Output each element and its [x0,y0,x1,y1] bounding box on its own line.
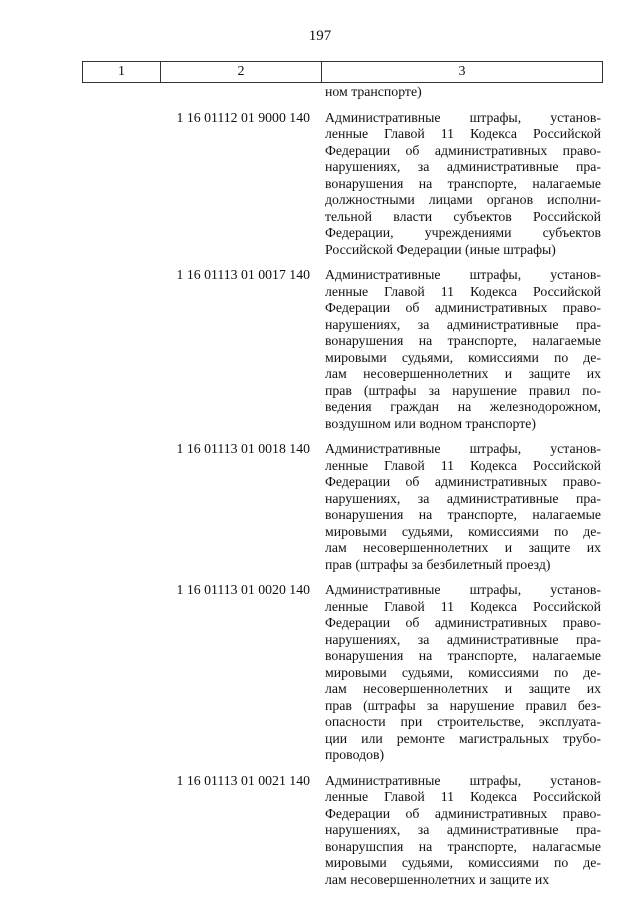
budget-code [82,84,314,101]
budget-code: 1 16 01113 01 0017 140 [176,267,310,282]
income-description [325,84,601,101]
description-line: должностными лицами органов исполни- [325,192,601,207]
description-line: прав (штрафы за нарушение правил без- [325,697,601,713]
header-col-2: 2 [161,62,322,83]
description-line: ции или ремонте магистральных трубо- [325,730,601,746]
description-line: Административные штрафы, установ- [325,441,601,456]
page-number: 197 [308,28,332,44]
table-row [82,773,601,889]
description-line: ленные Главой 11 Кодекса Российской [325,126,601,141]
description-line: нарушениях, за административные пра- [325,490,601,506]
description-line: лам несовершеннолетних и защите их [325,681,601,696]
description-line: Административные штрафы, установ- [325,772,601,788]
income-description [325,110,601,259]
description-line: вонарушения на транспорте, налагаемые [325,175,601,191]
description-line: мировыми судьями, комиссиями по де- [325,349,601,365]
description-line: ведения граждан на железнодорожном, [325,399,601,414]
description-line: вонарушения на транспорте, налагаемые [325,333,601,348]
description-line: воздушном или водном транспорте) [325,415,536,431]
table-header [82,61,603,83]
description-line: лам несовершеннолетних и защите их [325,871,550,887]
description-line: Федерации, учреждениями субъектов [325,225,601,240]
description-line: Административные штрафы, установ- [325,582,601,597]
header-col-1: 1 [83,62,161,83]
description-line: вонарушспия на транспорте, налагасмые [325,838,601,854]
continuation-row [82,84,601,101]
description-line: Российской Федерации (иные штрафы) [325,241,556,257]
budget-code: 1 16 01113 01 0018 140 [176,441,310,456]
description-line: нарушениях, за административные пра- [325,316,601,332]
description-line: Федерации об административных право- [325,615,601,630]
description-line: нарушениях, за административные пра- [325,822,601,837]
description-line: прав (штрафы за безбилетный проезд) [325,556,551,572]
description-line: Административные штрафы, установ- [325,109,601,125]
income-description [325,441,601,573]
description-line: прав (штрафы за нарушение правил по- [325,382,601,398]
description-line: ном транспорте) [325,84,422,99]
description-line: опасности при строительстве, эксплуата- [325,714,601,729]
header-col-3: 3 [322,62,603,83]
description-line: тельной власти субъектов Российской [325,208,601,224]
description-line: ленные Главой 11 Кодекса Российской [325,457,601,473]
budget-code: 1 16 01113 01 0020 140 [176,582,310,597]
description-line: ленные Главой 11 Кодекса Российской [325,283,601,299]
description-line: вонарушения на транспорте, налагаемые [325,648,601,663]
description-line: лам несовершеннолетних и защите их [325,366,601,381]
description-line: Федерации об административных право- [325,474,601,489]
description-line: ленные Главой 11 Кодекса Российской [325,598,601,614]
description-line: лам несовершеннолетних и защите их [325,540,601,555]
description-line: вонарушения на транспорте, налагаемые [325,507,601,522]
description-line: Федерации об административных право- [325,142,601,158]
table-row [82,110,601,259]
description-line: проводов) [325,747,385,762]
description-line: Федерации об административных право- [325,805,601,821]
description-line: Федерации об административных право- [325,300,601,315]
description-line: нарушениях, за административные пра- [325,631,601,647]
income-description [325,773,601,889]
description-line: мировыми судьями, комиссиями по де- [325,855,601,870]
income-description [325,267,601,432]
description-line: ленные Главой 11 Кодекса Российской [325,789,601,804]
description-line: Административные штрафы, установ- [325,267,601,282]
table-row [82,582,601,764]
budget-code: 1 16 01113 01 0021 140 [176,772,310,788]
income-description [325,582,601,764]
table-row [82,267,601,432]
description-line: нарушениях, за административные пра- [325,159,601,174]
description-line: мировыми судьями, комиссиями по де- [325,523,601,539]
budget-code: 1 16 01112 01 9000 140 [176,109,310,125]
table-body [82,84,601,888]
table-row [82,441,601,573]
description-line: мировыми судьями, комиссиями по де- [325,664,601,680]
